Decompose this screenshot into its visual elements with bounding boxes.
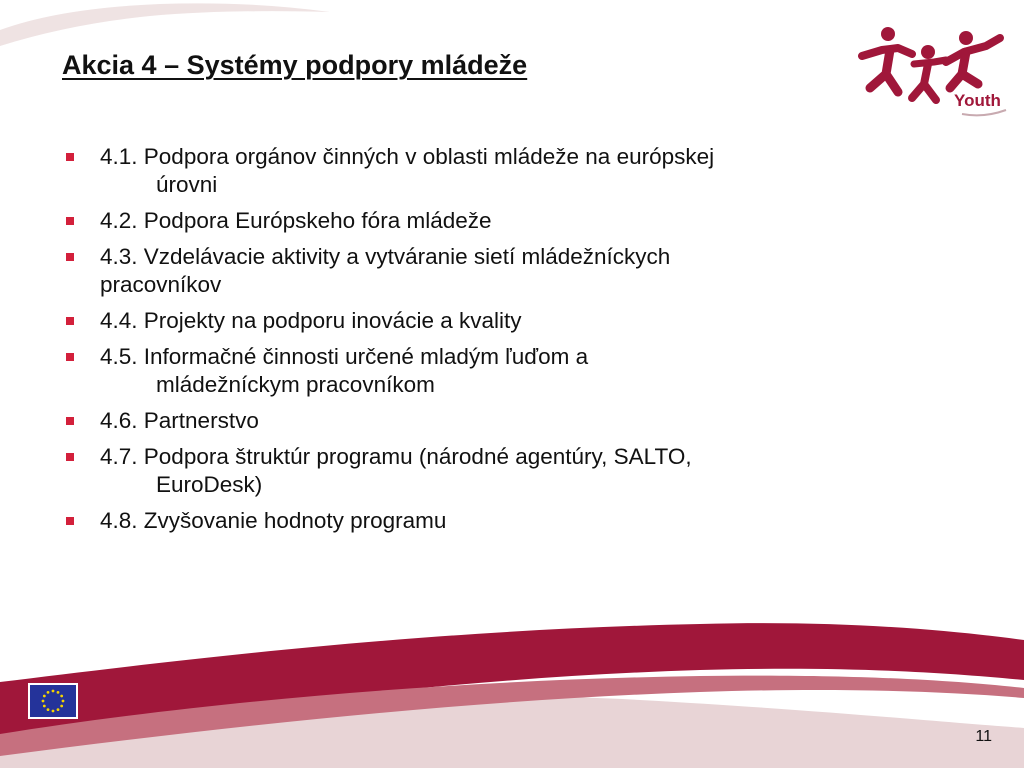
eu-flag-icon	[28, 683, 78, 719]
bullet-text: 4.3. Vzdelávacie aktivity a vytváranie sietí mládežníckych	[100, 244, 671, 269]
eu-star	[47, 708, 50, 711]
bullet-text-continuation: EuroDesk)	[156, 472, 263, 497]
bullet-text-continuation: mládežníckym pracovníkom	[156, 372, 435, 397]
eu-star	[62, 700, 65, 703]
bullet-square-icon	[66, 517, 74, 525]
bullet-item	[62, 143, 942, 199]
bullet-item	[62, 243, 942, 299]
bullet-text: 4.8. Zvyšovanie hodnoty programu	[100, 508, 447, 533]
eu-star	[47, 691, 50, 694]
bullet-item	[62, 407, 942, 435]
bullet-item	[62, 507, 942, 535]
bullet-text-continuation: úrovni	[156, 172, 218, 197]
eu-star	[52, 690, 55, 693]
bullet-item	[62, 443, 942, 499]
bullet-text: 4.5. Informačné činnosti určené mladým ľuďom a	[100, 344, 589, 369]
bullet-square-icon	[66, 253, 74, 261]
bullet-square-icon	[66, 417, 74, 425]
eu-star	[43, 705, 46, 708]
eu-star	[52, 710, 55, 713]
eu-star	[57, 691, 60, 694]
bullet-item	[62, 207, 942, 235]
bullet-text: 4.7. Podpora štruktúr programu (národné agentúry, SALTO,	[100, 444, 692, 469]
bullet-square-icon	[66, 453, 74, 461]
footer-wave-decoration	[0, 600, 1024, 768]
eu-star	[43, 695, 46, 698]
slide-title: Akcia 4 – Systémy podpory mládeže	[62, 50, 528, 80]
eu-star	[57, 708, 60, 711]
logo-text: Youth	[954, 91, 1001, 110]
eu-star	[60, 695, 63, 698]
bullet-text: 4.4. Projekty na podporu inovácie a kvality	[100, 308, 522, 333]
bullet-item	[62, 307, 942, 335]
bullet-square-icon	[66, 217, 74, 225]
bullet-text: 4.6. Partnerstvo	[100, 408, 259, 433]
bullet-square-icon	[66, 317, 74, 325]
youth-logo	[854, 22, 1014, 126]
bullet-text: 4.2. Podpora Európskeho fóra mládeže	[100, 208, 492, 233]
bullet-square-icon	[66, 353, 74, 361]
bullet-text: 4.1. Podpora orgánov činných v oblasti mládeže na európskej	[100, 144, 715, 169]
eu-star	[42, 700, 45, 703]
bullet-square-icon	[66, 153, 74, 161]
page-number: 11	[975, 728, 992, 745]
bullet-text-continuation: pracovníkov	[100, 272, 222, 297]
bullet-item	[62, 343, 942, 399]
bullet-list	[62, 143, 942, 543]
eu-star	[60, 705, 63, 708]
